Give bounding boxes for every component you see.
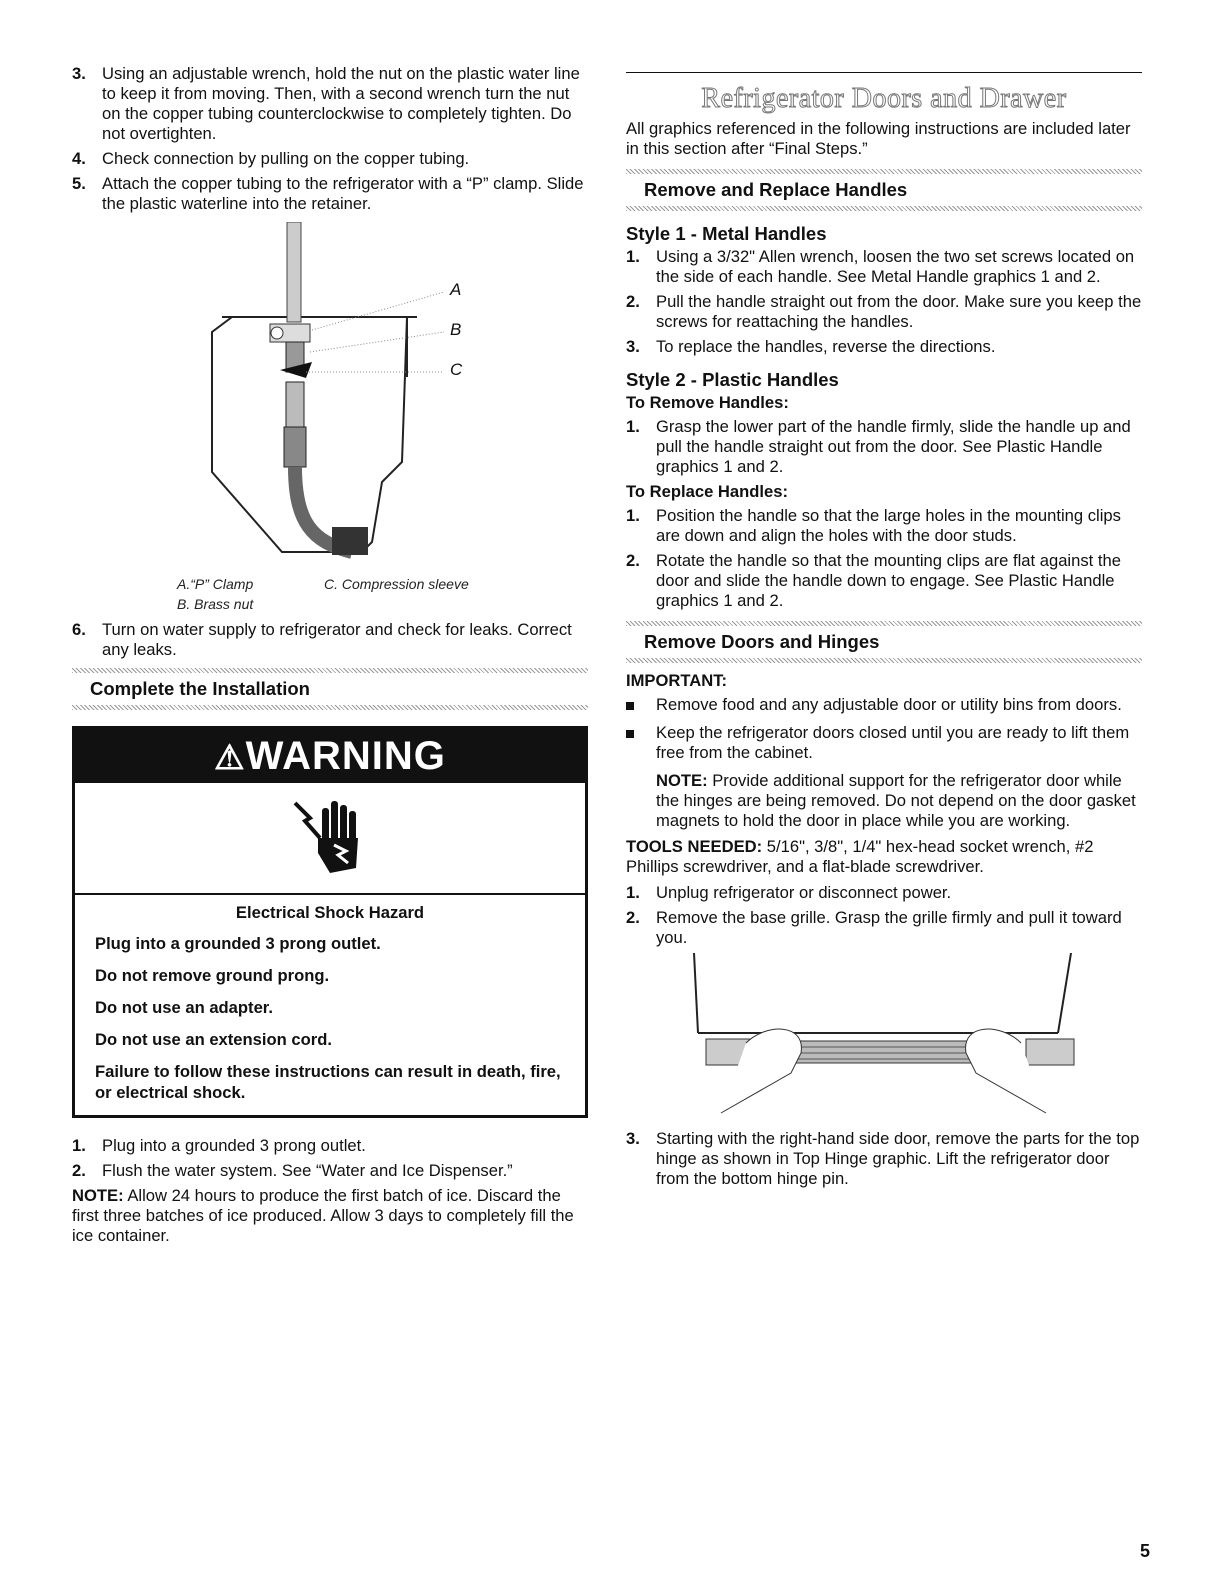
step-text: Unplug refrigerator or disconnect power. (656, 883, 952, 902)
step-number: 1. (626, 247, 640, 266)
final-step-1 (72, 1136, 588, 1156)
warning-banner (75, 729, 585, 783)
note-label: NOTE: (656, 771, 708, 790)
water-line-illustration (72, 222, 588, 572)
intro-text: All graphics referenced in the following instructions are included later in this section after “Final Steps.” (626, 119, 1131, 158)
water-line-figure (72, 222, 588, 612)
door-support-note (626, 771, 1142, 831)
section-rule (626, 72, 1142, 73)
bullet-square-icon (626, 723, 656, 763)
caption-p-clamp: A.“P” Clamp (177, 576, 254, 592)
final-step-2 (72, 1161, 588, 1181)
door-step-2 (626, 908, 1142, 948)
step-text: Grasp the lower part of the handle firmly, slide the handle up and pull the handle straight out from the door. See Plastic Handle graphics 1 and 2. (656, 417, 1131, 476)
step-text: Starting with the right-hand side door, remove the parts for the top hinge as shown in Top Hinge graphic. Lift the refrigerator door from the bottom hinge pin. (656, 1129, 1140, 1188)
note-label: NOTE: (72, 1186, 124, 1205)
step-3 (72, 64, 588, 144)
replace-handles-label: To Replace Handles: (626, 482, 788, 501)
step-number: 3. (626, 1129, 640, 1148)
step-number: 2. (626, 908, 640, 927)
warning-line: Do not use an adapter. (95, 998, 273, 1017)
divider (72, 705, 588, 710)
remove-handles-label: To Remove Handles: (626, 393, 789, 412)
warning-body (75, 895, 585, 1115)
style1-step (626, 247, 1142, 287)
step-number: 3. (72, 64, 86, 83)
door-step-1 (626, 883, 1142, 903)
step-number: 2. (626, 551, 640, 570)
step-text: Remove the base grille. Grasp the grille firmly and pull it toward you. (656, 908, 1122, 947)
step-number: 2. (626, 292, 640, 311)
bullet-square-icon (626, 695, 656, 715)
bullet-text: Keep the refrigerator doors closed until you are ready to lift them free from the cabinet. (656, 723, 1130, 762)
step-text: Turn on water supply to refrigerator and check for leaks. Correct any leaks. (102, 620, 572, 659)
tools-needed (626, 837, 1142, 877)
base-grille-figure (626, 953, 1142, 1123)
door-step-3 (626, 1129, 1142, 1189)
step-6 (72, 620, 588, 660)
figure-label-c: C (450, 360, 463, 379)
step-text: Flush the water system. See “Water and Ice Dispenser.” (102, 1161, 513, 1180)
section-title: Refrigerator Doors and Drawer (701, 83, 1067, 114)
divider (626, 658, 1142, 663)
figure-label-b: B (450, 320, 462, 339)
remove-handles-step (626, 417, 1142, 477)
step-text: Using a 3/32" Allen wrench, loosen the two set screws located on the side of each handle. See Metal Handle graphics 1 and 2. (656, 247, 1135, 286)
doors-heading: Remove Doors and Hinges (644, 631, 880, 652)
bullet-text: Remove food and any adjustable door or utility bins from doors. (656, 695, 1122, 714)
step-text: Attach the copper tubing to the refrigerator with a “P” clamp. Slide the plastic waterline into the retainer. (102, 174, 584, 213)
step-number: 1. (72, 1136, 86, 1155)
right-column (626, 72, 1142, 1194)
note-text: Provide additional support for the refrigerator door while the hinges are being removed. Do not depend on the door gasket magnets to hold the door in place while you are working. (656, 771, 1136, 830)
step-text: Position the handle so that the large holes in the mounting clips are down and align the holes with the door studs. (656, 506, 1121, 545)
figure-label-a: A (450, 280, 462, 299)
replace-handles-step (626, 551, 1142, 611)
replace-handles-step (626, 506, 1142, 546)
style1-step (626, 337, 1142, 357)
ice-note (72, 1186, 588, 1246)
page-number: 5 (1139, 1541, 1150, 1561)
important-label: IMPORTANT: (626, 671, 728, 690)
step-4 (72, 149, 588, 169)
warning-title: Electrical Shock Hazard (235, 903, 425, 922)
warning-line: Failure to follow these instructions can result in death, fire, or electrical shock. (95, 1062, 561, 1102)
warning-triangle-icon: ⚠ (214, 739, 246, 777)
step-text: To replace the handles, reverse the directions. (656, 337, 996, 356)
bullet-item (626, 723, 1142, 763)
step-text: Rotate the handle so that the mounting clips are flat against the door and slide the handle down to engage. See Plastic Handle graphics 1 and 2. (656, 551, 1121, 610)
warning-box (72, 726, 588, 1118)
step-text: Plug into a grounded 3 prong outlet. (102, 1136, 366, 1155)
style1-heading: Style 1 - Metal Handles (626, 223, 827, 244)
divider (626, 206, 1142, 211)
tools-label: TOOLS NEEDED: (626, 837, 763, 856)
left-column (72, 64, 588, 1252)
base-grille-illustration (626, 953, 1142, 1123)
electric-hand-icon (290, 793, 370, 883)
step-text: Check connection by pulling on the copper tubing. (102, 149, 470, 168)
step-number: 6. (72, 620, 86, 639)
style2-heading: Style 2 - Plastic Handles (626, 369, 839, 390)
shock-hazard-icon (75, 783, 585, 895)
step-number: 3. (626, 337, 640, 356)
step-number: 1. (626, 883, 640, 902)
bullet-item (626, 695, 1142, 715)
step-number: 2. (72, 1161, 86, 1180)
step-5 (72, 174, 588, 214)
step-text: Using an adjustable wrench, hold the nut on the plastic water line to keep it from moving. Then, with a second wrench turn the nut on the copper tubing counterclockwise to completely tighten. Do not overtighten. (102, 64, 580, 143)
warning-banner-text: WARNING (245, 734, 446, 778)
step-number: 1. (626, 417, 640, 436)
warning-line: Do not use an extension cord. (95, 1030, 332, 1049)
note-text: Allow 24 hours to produce the first batch of ice. Discard the first three batches of ice produced. Allow 3 days to completely fill the ice container. (72, 1186, 574, 1245)
caption-brass-nut: B. Brass nut (177, 596, 254, 612)
handles-heading: Remove and Replace Handles (644, 179, 908, 200)
caption-compression-sleeve: C. Compression sleeve (324, 576, 469, 592)
warning-line: Plug into a grounded 3 prong outlet. (95, 934, 381, 953)
step-number: 1. (626, 506, 640, 525)
warning-line: Do not remove ground prong. (95, 966, 330, 985)
tools-text: 5/16", 3/8", 1/4" hex-head socket wrench, #2 Phillips screwdriver, and a flat-blade screwdriver. (626, 837, 1094, 876)
step-text: Pull the handle straight out from the door. Make sure you keep the screws for reattaching the handles. (656, 292, 1142, 331)
style1-step (626, 292, 1142, 332)
step-number: 5. (72, 174, 86, 193)
complete-installation-heading: Complete the Installation (90, 678, 310, 699)
step-number: 4. (72, 149, 86, 168)
